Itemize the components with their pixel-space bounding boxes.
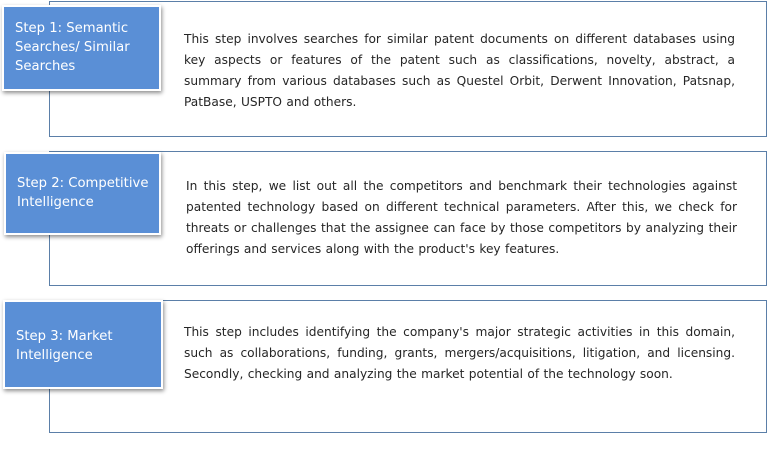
- step-1-label-box: Step 1: Semantic Searches/ Similar Searches: [2, 5, 161, 91]
- step-2-label-box: Step 2: Competitive Intelligence: [4, 152, 161, 235]
- step-3-description: This step includes identifying the company's major strategic activities in this domain, such as collaborations, funding, grants, mergers/acquisitions, litigation, and licensing. Secondly, checking and analyzing the market potential of the technology soon.: [184, 325, 735, 381]
- step-3-label-box: Step 3: Market Intelligence: [3, 300, 163, 389]
- step-1-description: This step involves searches for similar patent documents on different databases using key aspects or features of the patent such as classifications, novelty, abstract, a summary from various databases such as Questel Orbit, Derwent Innovation, Patsnap, PatBase, USPTO and others.: [184, 32, 735, 109]
- step-2-block: [0, 150, 770, 290]
- step-3-block: [0, 298, 770, 438]
- step-1-block: [0, 0, 770, 140]
- step-2-description: In this step, we list out all the competitors and benchmark their technologies against patented technology based on different technical parameters. After this, we check for threats or challenges that the assignee can face by those competitors by analyzing their offerings and services along with the product's key features.: [186, 179, 737, 256]
